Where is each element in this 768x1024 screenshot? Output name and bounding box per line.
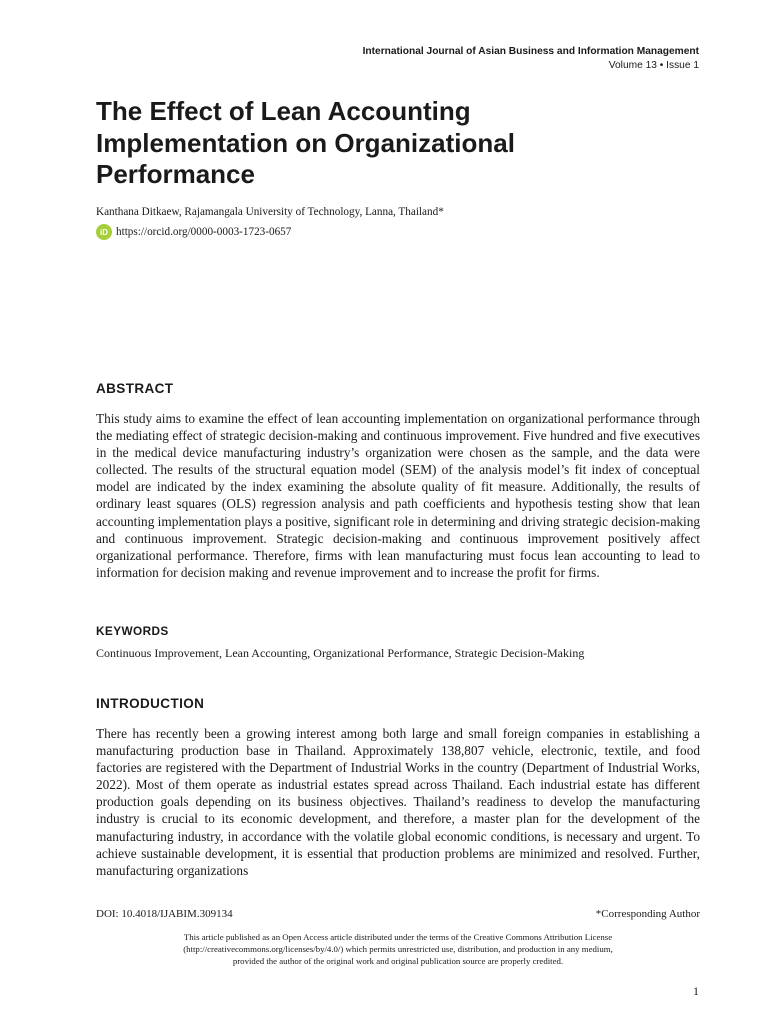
- license-line: (http://creativecommons.org/licenses/by/4.0/) which permits unrestricted use, distribution, and production in any medium,: [183, 944, 613, 955]
- orcid-icon: iD: [96, 224, 112, 240]
- introduction-heading: INTRODUCTION: [96, 696, 205, 711]
- license-notice: [96, 931, 700, 968]
- volume-issue: Volume 13 • Issue 1: [608, 60, 699, 71]
- paper-title: The Effect of Lean Accounting Implementation on Organizational Performance: [96, 96, 515, 189]
- keywords-text: Continuous Improvement, Lean Accounting, Organizational Performance, Strategic Decision-Making: [96, 646, 585, 660]
- license-line: provided the author of the original work and original publication source are properly credited.: [232, 956, 564, 967]
- page-number: 1: [693, 984, 699, 998]
- journal-name: International Journal of Asian Business and Information Management: [362, 46, 699, 57]
- abstract-text: This study aims to examine the effect of lean accounting implementation on organizational performance through the mediating effect of strategic decision-making and continuous improvement. Five hundred and five executives in the medical device manufacturing industry’s organization were chosen as the sample, and the data were collected. The results of the structural equation model (SEM) of the analysis model’s fit index of conceptual model are indicated by the index examining the absolute quality of fit measure. Additionally, the results of ordinary least squares (OLS) regression analysis and path coefficients and hypothesis testing show that lean accounting implementation plays a positive, significant role in determining and driving strategic decision-making and continuous improvement. Strategic decision-making and continuous improvement positively affect organizational performance. Therefore, firms with lean manufacturing must focus lean accounting to lead to information for decision making and revenue improvement and to increase the profit for firms.: [96, 411, 700, 580]
- orcid-line: [96, 224, 291, 240]
- journal-header: [363, 45, 699, 73]
- abstract-heading: ABSTRACT: [96, 381, 174, 396]
- introduction-text: There has recently been a growing interest among both large and small foreign companies in establishing a manufacturing production base in Thailand. Approximately 138,807 vehicle, electronic, textile, and food factories are registered with the Department of Industrial Works in the country (Department of Industrial Works, 2022). Most of them operate as industrial estates spread across Thailand. Each industrial estate has different production goals depending on its business objectives. Thailand’s readiness to develop the manufacturing industry is crucial to its economic development, and therefore, a master plan for the development of the manufacturing industry, in accordance with the volatile global economic conditions, is necessary and urgent. To achieve sustainable development, it is essential that production problems are minimized and resolved. Further, manufacturing organizations: [96, 726, 700, 878]
- author-line: Kanthana Ditkaew, Rajamangala University of Technology, Lanna, Thailand*: [96, 206, 444, 218]
- doi: DOI: 10.4018/IJABIM.309134: [96, 908, 233, 920]
- license-line: This article published as an Open Access article distributed under the terms of the Creative Commons Attribution License: [183, 932, 613, 942]
- corresponding-author-note: *Corresponding Author: [595, 908, 700, 920]
- orcid-link[interactable]: https://orcid.org/0000-0003-1723-0657: [116, 226, 292, 238]
- keywords-heading: KEYWORDS: [96, 624, 169, 638]
